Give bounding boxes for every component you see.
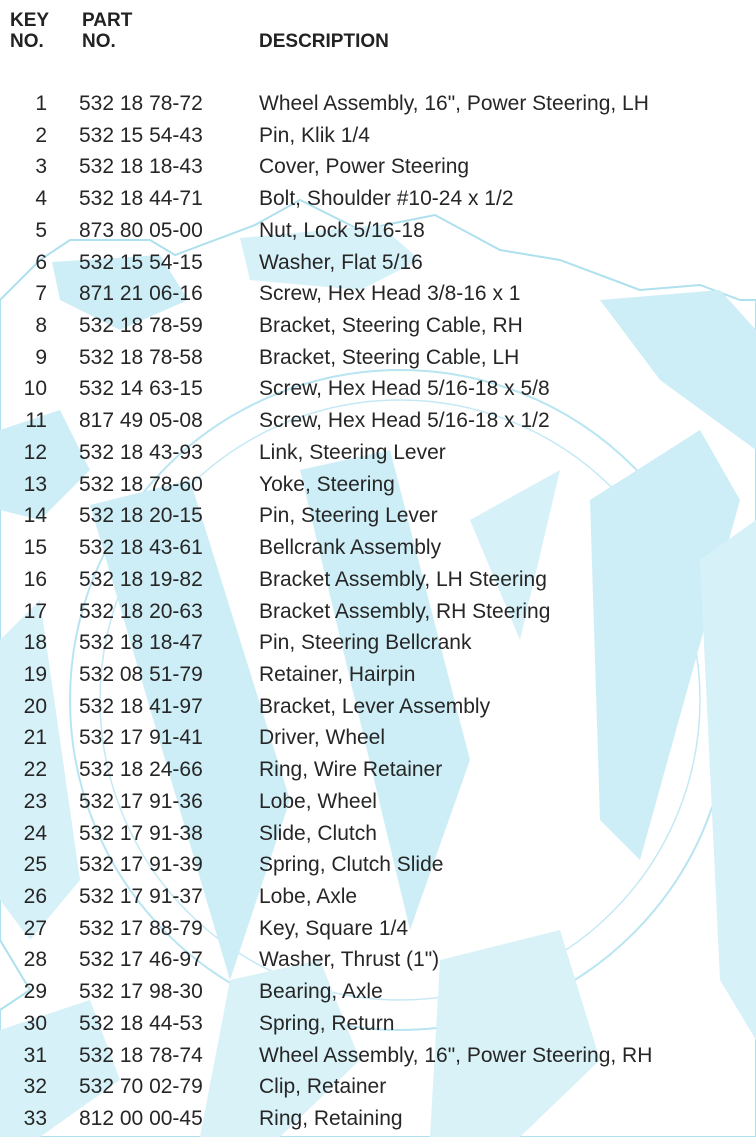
part-description: Yoke, Steering bbox=[259, 472, 395, 496]
table-row bbox=[0, 1008, 756, 1040]
key-number: 10 bbox=[23, 377, 47, 401]
key-number: 29 bbox=[23, 980, 47, 1004]
table-row bbox=[0, 183, 756, 215]
part-description: Retainer, Hairpin bbox=[259, 662, 416, 686]
part-number: 532 15 54-15 bbox=[79, 250, 203, 274]
key-number: 26 bbox=[23, 884, 47, 908]
table-row bbox=[0, 564, 756, 596]
table-row bbox=[0, 278, 756, 310]
part-description: Bracket, Steering Cable, LH bbox=[259, 345, 520, 369]
part-number: 532 17 98-30 bbox=[79, 980, 203, 1004]
key-number: 8 bbox=[35, 314, 47, 338]
part-description: Link, Steering Lever bbox=[259, 440, 446, 464]
part-number: 532 18 78-60 bbox=[79, 472, 203, 496]
part-description: Pin, Steering Lever bbox=[259, 504, 438, 528]
part-description: Washer, Thrust (1") bbox=[259, 948, 440, 972]
table-row bbox=[0, 849, 756, 881]
key-number: 1 bbox=[35, 92, 47, 115]
key-number: 19 bbox=[23, 662, 47, 686]
part-number: 532 18 78-72 bbox=[79, 92, 203, 115]
part-header-line2: NO. bbox=[82, 31, 116, 52]
table-row bbox=[0, 786, 756, 818]
part-number: 532 18 44-53 bbox=[79, 1011, 203, 1035]
table-row bbox=[0, 88, 756, 120]
part-number: 532 18 44-71 bbox=[79, 187, 203, 211]
part-description: Pin, Steering Bellcrank bbox=[259, 631, 472, 655]
key-number: 16 bbox=[23, 567, 47, 591]
part-description: Slide, Clutch bbox=[259, 821, 377, 845]
key-number: 15 bbox=[23, 536, 47, 560]
part-header-line1: PART bbox=[82, 10, 133, 31]
key-number: 27 bbox=[23, 916, 47, 940]
key-number: 3 bbox=[35, 155, 47, 179]
key-no-header bbox=[10, 10, 49, 52]
part-description: Screw, Hex Head 5/16-18 x 5/8 bbox=[259, 377, 550, 401]
table-row bbox=[0, 310, 756, 342]
table-row bbox=[0, 754, 756, 786]
key-number: 2 bbox=[35, 123, 47, 147]
key-number: 31 bbox=[23, 1043, 47, 1067]
key-number: 13 bbox=[23, 472, 47, 496]
part-description: Bracket Assembly, RH Steering bbox=[259, 599, 551, 623]
part-number: 532 17 91-37 bbox=[79, 884, 203, 908]
part-number: 532 08 51-79 bbox=[79, 662, 203, 686]
key-number: 7 bbox=[35, 282, 47, 306]
key-number: 12 bbox=[23, 440, 47, 464]
part-number: 873 80 05-00 bbox=[79, 218, 203, 242]
table-row bbox=[0, 215, 756, 247]
description-header: DESCRIPTION bbox=[259, 31, 389, 52]
table-row bbox=[0, 532, 756, 564]
table-row bbox=[0, 500, 756, 532]
part-number: 532 18 20-15 bbox=[79, 504, 203, 528]
part-description: Driver, Wheel bbox=[259, 726, 386, 750]
part-number: 812 00 00-45 bbox=[79, 1107, 203, 1130]
part-description: Washer, Flat 5/16 bbox=[259, 250, 423, 274]
part-description: Clip, Retainer bbox=[259, 1075, 387, 1099]
key-number: 24 bbox=[23, 821, 47, 845]
part-description: Bracket, Lever Assembly bbox=[259, 694, 491, 718]
part-number: 532 18 18-47 bbox=[79, 631, 203, 655]
part-description: Spring, Return bbox=[259, 1011, 395, 1035]
part-number: 532 17 88-79 bbox=[79, 916, 203, 940]
part-description: Bracket Assembly, LH Steering bbox=[259, 567, 547, 591]
key-number: 32 bbox=[23, 1075, 47, 1099]
part-number: 532 18 43-61 bbox=[79, 536, 203, 560]
parts-table bbox=[0, 88, 756, 1135]
part-number: 532 18 20-63 bbox=[79, 599, 203, 623]
table-row bbox=[0, 1071, 756, 1103]
table-row bbox=[0, 437, 756, 469]
key-number: 25 bbox=[23, 853, 47, 877]
part-description: Screw, Hex Head 3/8-16 x 1 bbox=[259, 282, 521, 306]
part-description: Bolt, Shoulder #10-24 x 1/2 bbox=[259, 187, 514, 211]
part-number: 532 14 63-15 bbox=[79, 377, 203, 401]
key-header-line1: KEY bbox=[10, 10, 50, 31]
table-row bbox=[0, 469, 756, 501]
table-row bbox=[0, 881, 756, 913]
key-number: 14 bbox=[23, 504, 47, 528]
key-number: 9 bbox=[35, 345, 47, 369]
part-description: Cover, Power Steering bbox=[259, 155, 470, 179]
table-row bbox=[0, 342, 756, 374]
part-description: Ring, Wire Retainer bbox=[259, 758, 443, 782]
table-row bbox=[0, 151, 756, 183]
part-description: Spring, Clutch Slide bbox=[259, 853, 444, 877]
part-number: 532 18 78-74 bbox=[79, 1043, 203, 1067]
key-number: 6 bbox=[35, 250, 47, 274]
key-number: 20 bbox=[23, 694, 47, 718]
table-row bbox=[0, 405, 756, 437]
part-number: 532 18 78-59 bbox=[79, 314, 203, 338]
key-number: 5 bbox=[35, 218, 47, 242]
part-no-header bbox=[82, 10, 132, 52]
key-number: 18 bbox=[23, 631, 47, 655]
key-header-line2: NO. bbox=[10, 31, 44, 52]
key-number: 22 bbox=[23, 758, 47, 782]
part-number: 532 70 02-79 bbox=[79, 1075, 203, 1099]
part-number: 532 18 24-66 bbox=[79, 758, 203, 782]
table-row bbox=[0, 913, 756, 945]
table-row bbox=[0, 818, 756, 850]
part-description: Wheel Assembly, 16", Power Steering, RH bbox=[259, 1043, 653, 1067]
table-row bbox=[0, 722, 756, 754]
part-number: 871 21 06-16 bbox=[79, 282, 203, 306]
part-description: Pin, Klik 1/4 bbox=[259, 123, 370, 147]
table-row bbox=[0, 1103, 756, 1135]
part-description: Bearing, Axle bbox=[259, 980, 383, 1004]
part-number: 817 49 05-08 bbox=[79, 409, 203, 433]
key-number: 17 bbox=[23, 599, 47, 623]
part-number: 532 17 91-41 bbox=[79, 726, 203, 750]
part-number: 532 15 54-43 bbox=[79, 123, 203, 147]
part-description: Bellcrank Assembly bbox=[259, 536, 442, 560]
table-row bbox=[0, 691, 756, 723]
part-number: 532 18 41-97 bbox=[79, 694, 203, 718]
part-description: Lobe, Axle bbox=[259, 884, 358, 908]
part-number: 532 18 78-58 bbox=[79, 345, 203, 369]
part-description: Wheel Assembly, 16", Power Steering, LH bbox=[259, 92, 649, 115]
part-description: Ring, Retaining bbox=[259, 1107, 403, 1130]
table-row bbox=[0, 596, 756, 628]
key-number: 30 bbox=[23, 1011, 47, 1035]
part-number: 532 18 43-93 bbox=[79, 440, 203, 464]
key-number: 33 bbox=[23, 1107, 47, 1130]
part-number: 532 18 19-82 bbox=[79, 567, 203, 591]
part-number: 532 17 91-39 bbox=[79, 853, 203, 877]
table-row bbox=[0, 247, 756, 279]
table-row bbox=[0, 120, 756, 152]
table-row bbox=[0, 976, 756, 1008]
part-description: Bracket, Steering Cable, RH bbox=[259, 314, 523, 338]
table-row bbox=[0, 944, 756, 976]
part-description: Lobe, Wheel bbox=[259, 789, 377, 813]
table-row bbox=[0, 1040, 756, 1072]
part-number: 532 17 91-36 bbox=[79, 789, 203, 813]
part-number: 532 17 46-97 bbox=[79, 948, 203, 972]
table-row bbox=[0, 627, 756, 659]
table-row bbox=[0, 373, 756, 405]
part-number: 532 17 91-38 bbox=[79, 821, 203, 845]
part-number: 532 18 18-43 bbox=[79, 155, 203, 179]
key-number: 11 bbox=[25, 409, 47, 433]
key-number: 28 bbox=[23, 948, 47, 972]
key-number: 21 bbox=[23, 726, 47, 750]
part-description: Screw, Hex Head 5/16-18 x 1/2 bbox=[259, 409, 550, 433]
part-description: Key, Square 1/4 bbox=[259, 916, 409, 940]
key-number: 23 bbox=[23, 789, 47, 813]
part-description: Nut, Lock 5/16-18 bbox=[259, 218, 425, 242]
key-number: 4 bbox=[35, 187, 47, 211]
table-row bbox=[0, 659, 756, 691]
